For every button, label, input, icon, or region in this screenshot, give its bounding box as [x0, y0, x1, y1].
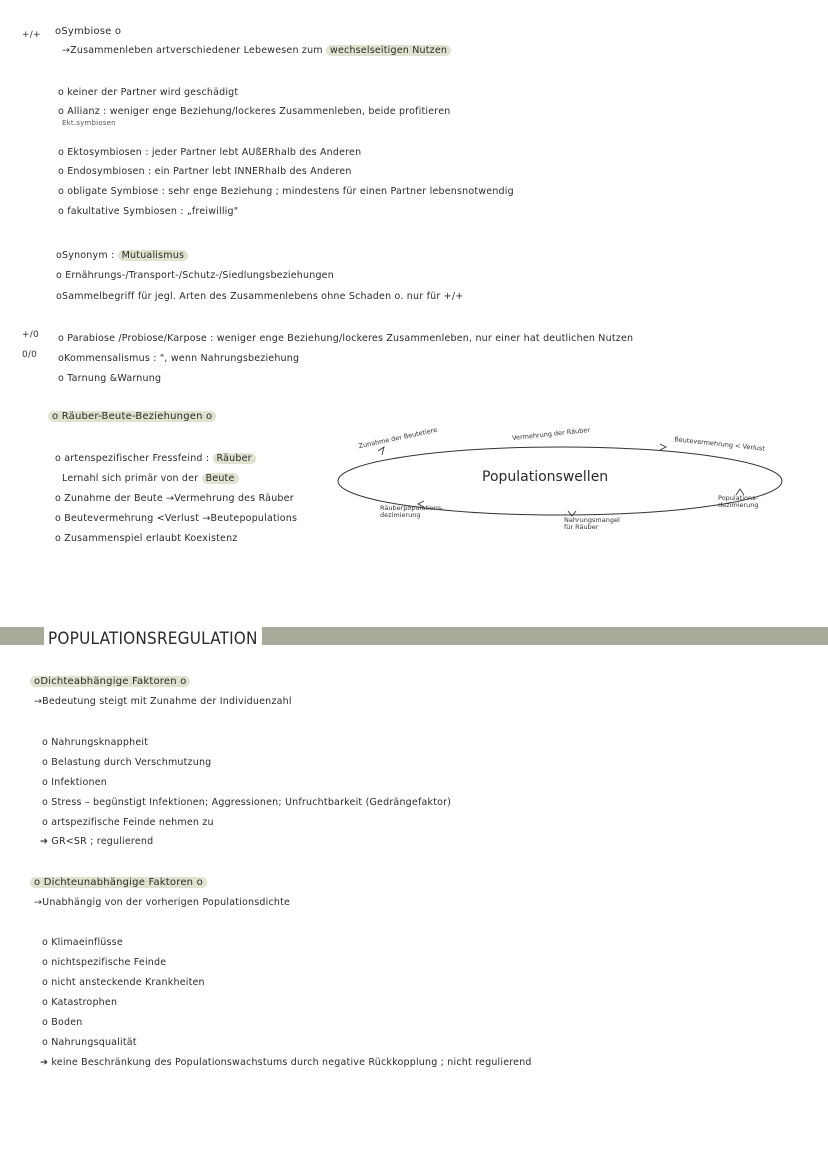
- list-item: o Klimaeinflüsse: [42, 937, 123, 948]
- list-item: oSammelbegriff für jegl. Arten des Zusammenlebens ohne Schaden o. nur für +/+: [56, 291, 464, 302]
- symbiose-definition-highlight: wechselseitigen Nutzen: [326, 45, 451, 56]
- diagram-label-top-left: Zunahme der Beutetiere: [357, 425, 438, 451]
- synonym-label: oSynonym :: [56, 250, 115, 261]
- list-item-text: o artenspezifischer Fressfeind :: [55, 453, 210, 464]
- synonym-line: [56, 250, 188, 261]
- list-item: [55, 453, 256, 464]
- list-item: o Ektosymbiosen : jeder Partner lebt AUßERhalb des Anderen: [58, 147, 362, 158]
- symbiose-heading: oSymbiose o: [55, 26, 122, 37]
- beute-highlight: Beute: [202, 473, 239, 484]
- arrow-icon: [378, 447, 384, 455]
- populationswellen-diagram: [330, 425, 790, 535]
- density-dependent-conclusion: [40, 836, 153, 847]
- list-item: o Stress – begünstigt Infektionen; Aggressionen; Unfruchtbarkeit (Gedrängefaktor): [42, 797, 452, 808]
- list-item: o Beutevermehrung <Verlust →Beutepopulations: [55, 513, 298, 524]
- density-dependent-definition: →Bedeutung steigt mit Zunahme der Individuenzahl: [34, 696, 292, 707]
- list-item: o Zusammenspiel erlaubt Koexistenz: [55, 533, 238, 544]
- list-item: o Ernährungs-/Transport-/Schutz-/Siedlungsbeziehungen: [56, 270, 334, 281]
- list-item: o Boden: [42, 1017, 83, 1028]
- arrow-right-icon: ➔: [40, 1057, 49, 1068]
- density-independent-conclusion: [40, 1057, 532, 1068]
- density-independent-heading: [30, 877, 207, 889]
- conclusion-text: GR<SR ; regulierend: [51, 836, 154, 847]
- list-item: o artspezifische Feinde nehmen zu: [42, 817, 214, 828]
- density-independent-definition: →Unabhängig von der vorherigen Populationsdichte: [34, 897, 291, 908]
- raeuber-beute-heading-highlight: o Räuber-Beute-Beziehungen o: [48, 411, 216, 422]
- margin-mark-zero-zero: 0/0: [22, 350, 38, 360]
- list-item: o obligate Symbiose : sehr enge Beziehung ; mindestens für einen Partner lebensnotwendig: [58, 186, 514, 197]
- diagram-label-bottom-mid: Nahrungsmangel für Räuber: [564, 516, 620, 532]
- conclusion-text: keine Beschränkung des Populationswachstums durch negative Rückkopplung ; nicht regulierend: [51, 1057, 532, 1068]
- list-item-text: Lernahl sich primär von der: [62, 473, 199, 484]
- list-item: o nichtspezifische Feinde: [42, 957, 167, 968]
- allianz-note: Ekt.symbiosen: [62, 119, 116, 127]
- list-item: o Endosymbiosen : ein Partner lebt INNERhalb des Anderen: [58, 166, 352, 177]
- list-item: o fakultative Symbiosen : „freiwillig": [58, 206, 239, 217]
- list-item: o Parabiose /Probiose/Karpose : weniger enge Beziehung/lockeres Zusammenleben, nur einer hat deutlichen Nutzen: [58, 333, 634, 344]
- section-title: POPULATIONSREGULATION: [44, 622, 262, 656]
- diagram-label-right: Populations- dezimierung: [718, 494, 759, 510]
- list-item: o Nahrungsknappheit: [42, 737, 149, 748]
- density-independent-heading-highlight: o Dichteunabhängige Faktoren o: [30, 877, 207, 888]
- symbiose-definition: [62, 45, 451, 56]
- list-item: o Belastung durch Verschmutzung: [42, 757, 212, 768]
- list-item: o Katastrophen: [42, 997, 118, 1008]
- synonym-highlight: Mutualismus: [118, 250, 188, 261]
- list-item: o Nahrungsqualität: [42, 1037, 137, 1048]
- list-item: o Infektionen: [42, 777, 108, 788]
- margin-mark-plus-zero: +/0: [22, 330, 39, 340]
- list-item: o nicht ansteckende Krankheiten: [42, 977, 205, 988]
- list-item: o keiner der Partner wird geschädigt: [58, 87, 239, 98]
- list-item: oKommensalismus : ", wenn Nahrungsbeziehung: [58, 353, 300, 364]
- symbiose-definition-text: →Zusammenleben artverschiedener Lebewesen zum: [62, 45, 323, 56]
- arrow-icon: [660, 444, 666, 450]
- arrow-right-icon: ➔: [40, 836, 49, 847]
- density-dependent-heading: [30, 676, 190, 688]
- diagram-center-label: Populationswellen: [482, 469, 609, 485]
- raeuber-highlight: Räuber: [213, 453, 256, 464]
- list-item: o Allianz : weniger enge Beziehung/lockeres Zusammenleben, beide profitieren: [58, 106, 451, 117]
- density-dependent-heading-highlight: oDichteabhängige Faktoren o: [30, 676, 190, 687]
- margin-mark-plus-plus: +/+: [22, 30, 41, 40]
- list-item: o Zunahme der Beute →Vermehrung des Räuber: [55, 493, 294, 504]
- diagram-label-bottom-left: Räuberpopulations- dezimierung: [380, 504, 444, 520]
- list-item: o Tarnung &Warnung: [58, 373, 162, 384]
- list-item: [62, 473, 239, 484]
- diagram-label-top-right: Beutevermehrung < Verlust: [673, 435, 766, 453]
- diagram-label-top-mid: Vermehrung der Räuber: [511, 425, 591, 443]
- raeuber-beute-heading: [48, 411, 216, 423]
